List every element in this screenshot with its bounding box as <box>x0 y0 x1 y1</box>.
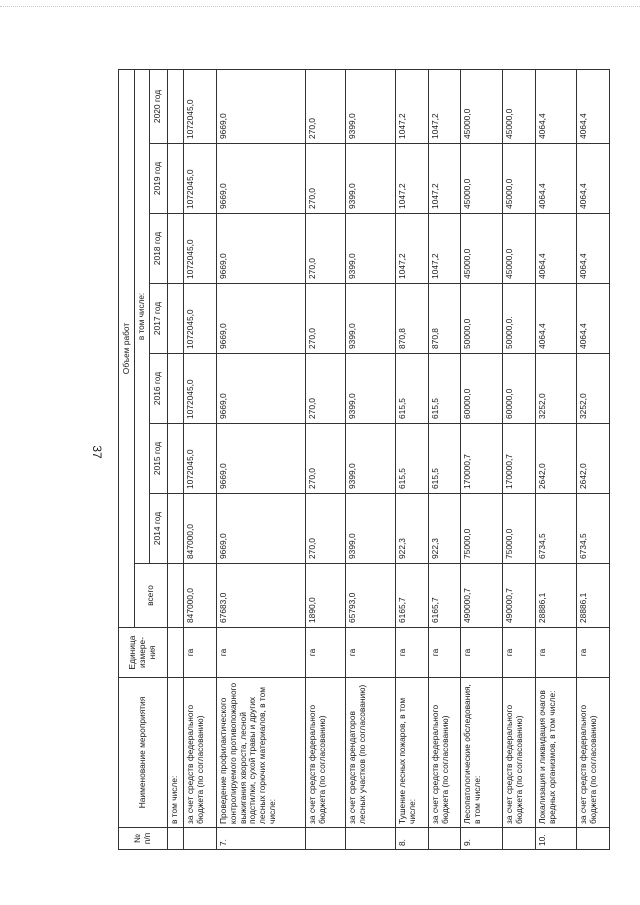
row-number <box>345 828 395 850</box>
row-unit: га <box>535 628 577 678</box>
rotated-table-wrapper <box>118 70 610 850</box>
row-year-value: 75000,0 <box>461 494 503 564</box>
header-no: № п/п <box>119 828 168 850</box>
row-year-value: 1072045,0 <box>183 424 216 494</box>
row-total: 6165,7 <box>395 564 428 628</box>
row-year-value: 1072045,0 <box>183 354 216 424</box>
row-number <box>577 828 610 850</box>
header-name: Наименование мероприятия <box>119 678 168 828</box>
row-number: 9. <box>461 828 503 850</box>
table-row <box>461 69 503 849</box>
row-year-value: 847000,0 <box>183 494 216 564</box>
row-total: 65793,0 <box>345 564 395 628</box>
row-number <box>306 828 345 850</box>
row-number: 10. <box>535 828 577 850</box>
row-year-value: 2642,0 <box>577 424 610 494</box>
row-unit: га <box>216 628 306 678</box>
row-year-value: 9669,0 <box>216 424 306 494</box>
row-year-value: 60000,0 <box>461 354 503 424</box>
row-name: за счет средств федерального бюджета (по согласованию) <box>183 678 216 828</box>
header-year: 2016 год <box>149 354 167 424</box>
row-name: за счет средств арендаторов лесных участков (по согласованию) <box>345 678 395 828</box>
row-year-value: 615,5 <box>395 354 428 424</box>
table-row <box>395 69 428 849</box>
table-row <box>502 69 535 849</box>
row-year-value: 9399,0 <box>345 214 395 284</box>
row-year-value: 45000,0 <box>461 144 503 214</box>
row-year-value: 270,0 <box>306 494 345 564</box>
row-year-value: 3252,0 <box>535 354 577 424</box>
page-number: 37 <box>90 445 104 459</box>
row-year-value: 6734,5 <box>535 494 577 564</box>
row-year-value: 1047,2 <box>428 69 461 143</box>
row-year-value: 9669,0 <box>216 494 306 564</box>
row-year-value: 1047,2 <box>428 144 461 214</box>
table-row <box>428 69 461 849</box>
row-year-value: 4064,4 <box>535 144 577 214</box>
table-header <box>119 69 168 849</box>
row-name: Проведение профилактического контролируемого противопожарного выжигания хвороста, лесной подстилки, сухой травы и других лесных горючих материалов, в том числе: <box>216 678 306 828</box>
row-year-value: 9669,0 <box>216 354 306 424</box>
row-name: Лесопатологические обследования, в том числе: <box>461 678 503 828</box>
row-year-value: 1072045,0 <box>183 214 216 284</box>
row-year-value: 870,8 <box>428 284 461 354</box>
row-year-value: 3252,0 <box>577 354 610 424</box>
row-year-value: 9399,0 <box>345 354 395 424</box>
row-name: за счет средств федерального бюджета (по согласованию) <box>577 678 610 828</box>
row-year-value: 60000,0 <box>502 354 535 424</box>
row-year-value: 9399,0 <box>345 144 395 214</box>
row-year-value: 50000,0. <box>502 284 535 354</box>
row-year-value <box>167 424 183 494</box>
row-number: 8. <box>395 828 428 850</box>
row-year-value: 4064,4 <box>577 69 610 143</box>
row-total: 490000,7 <box>502 564 535 628</box>
row-total: 490000,7 <box>461 564 503 628</box>
row-unit: га <box>502 628 535 678</box>
header-year: 2014 год <box>149 494 167 564</box>
row-number <box>502 828 535 850</box>
table-row <box>183 69 216 849</box>
row-total: 67683,0 <box>216 564 306 628</box>
row-number <box>428 828 461 850</box>
row-year-value: 45000,0 <box>461 69 503 143</box>
row-year-value: 1072045,0 <box>183 69 216 143</box>
row-year-value: 1047,2 <box>428 214 461 284</box>
table-row <box>216 69 306 849</box>
row-year-value: 9669,0 <box>216 214 306 284</box>
row-name: Тушение лесных пожаров, в том числе: <box>395 678 428 828</box>
row-year-value: 615,5 <box>428 424 461 494</box>
row-unit: га <box>306 628 345 678</box>
row-name: за счет средств федерального бюджета (по согласованию) <box>306 678 345 828</box>
work-volume-table <box>118 69 610 850</box>
row-year-value: 4064,4 <box>577 284 610 354</box>
table-row <box>345 69 395 849</box>
table-row <box>535 69 577 849</box>
row-year-value: 6734,5 <box>577 494 610 564</box>
row-year-value: 270,0 <box>306 214 345 284</box>
row-year-value: 1047,2 <box>395 214 428 284</box>
row-year-value <box>167 214 183 284</box>
row-year-value: 45000,0 <box>502 69 535 143</box>
row-total: 847000,0 <box>183 564 216 628</box>
row-year-value: 270,0 <box>306 354 345 424</box>
row-year-value: 4064,4 <box>535 69 577 143</box>
header-year: 2020 год <box>149 69 167 143</box>
row-name: Локализация и ликвидация очагов вредных организмов, в том числе: <box>535 678 577 828</box>
row-year-value: 2642,0 <box>535 424 577 494</box>
row-year-value: 1047,2 <box>395 69 428 143</box>
row-year-value: 270,0 <box>306 144 345 214</box>
row-year-value: 45000,0 <box>502 214 535 284</box>
header-year: 2015 год <box>149 424 167 494</box>
table-body <box>167 69 609 849</box>
table-row <box>306 69 345 849</box>
header-incl: в том числе: <box>135 69 150 563</box>
row-year-value: 922,3 <box>428 494 461 564</box>
row-year-value: 4064,4 <box>535 214 577 284</box>
row-number: 7. <box>216 828 306 850</box>
table-row <box>167 69 183 849</box>
row-year-value <box>167 144 183 214</box>
header-unit: Единица измере-ния <box>119 628 168 678</box>
row-year-value: 75000,0 <box>502 494 535 564</box>
scan-artifact-line <box>0 6 640 11</box>
row-year-value: 615,5 <box>395 424 428 494</box>
row-name: за счет средств федерального бюджета (по согласованию) <box>428 678 461 828</box>
row-year-value <box>167 69 183 143</box>
row-year-value: 9399,0 <box>345 424 395 494</box>
row-year-value: 4064,4 <box>577 214 610 284</box>
row-name: в том числе: <box>167 678 183 828</box>
row-year-value: 270,0 <box>306 69 345 143</box>
row-unit <box>167 628 183 678</box>
row-year-value: 170000,7 <box>461 424 503 494</box>
row-year-value: 170000,7 <box>502 424 535 494</box>
row-year-value: 9399,0 <box>345 494 395 564</box>
row-year-value: 9399,0 <box>345 284 395 354</box>
row-year-value: 1072045,0 <box>183 144 216 214</box>
row-total: 6165,7 <box>428 564 461 628</box>
row-year-value: 270,0 <box>306 284 345 354</box>
header-year: 2017 год <box>149 284 167 354</box>
row-year-value: 270,0 <box>306 424 345 494</box>
row-year-value: 1072045,0 <box>183 284 216 354</box>
row-unit: га <box>461 628 503 678</box>
row-unit: га <box>395 628 428 678</box>
header-year: 2018 год <box>149 214 167 284</box>
row-total: 1890,0 <box>306 564 345 628</box>
row-year-value: 9669,0 <box>216 284 306 354</box>
row-number <box>167 828 183 850</box>
header-year: 2019 год <box>149 144 167 214</box>
row-year-value: 9399,0 <box>345 69 395 143</box>
row-year-value: 1047,2 <box>395 144 428 214</box>
row-name: за счет средств федерального бюджета (по согласованию) <box>502 678 535 828</box>
row-number <box>183 828 216 850</box>
row-year-value: 45000,0 <box>461 214 503 284</box>
row-year-value <box>167 284 183 354</box>
row-year-value: 9669,0 <box>216 69 306 143</box>
row-total: 28886,1 <box>577 564 610 628</box>
row-year-value: 45000,0 <box>502 144 535 214</box>
row-year-value: 4064,4 <box>577 144 610 214</box>
row-year-value: 9669,0 <box>216 144 306 214</box>
row-year-value <box>167 494 183 564</box>
row-unit: га <box>345 628 395 678</box>
row-year-value: 50000,0 <box>461 284 503 354</box>
header-total: всего <box>135 564 168 628</box>
table-row <box>577 69 610 849</box>
row-unit: га <box>577 628 610 678</box>
row-total: 28886,1 <box>535 564 577 628</box>
header-volume: Объем работ <box>119 69 135 627</box>
row-year-value: 922,3 <box>395 494 428 564</box>
row-year-value: 870,8 <box>395 284 428 354</box>
row-year-value <box>167 354 183 424</box>
row-unit: га <box>183 628 216 678</box>
row-year-value: 615,5 <box>428 354 461 424</box>
row-unit: га <box>428 628 461 678</box>
row-year-value: 4064,4 <box>535 284 577 354</box>
row-total <box>167 564 183 628</box>
